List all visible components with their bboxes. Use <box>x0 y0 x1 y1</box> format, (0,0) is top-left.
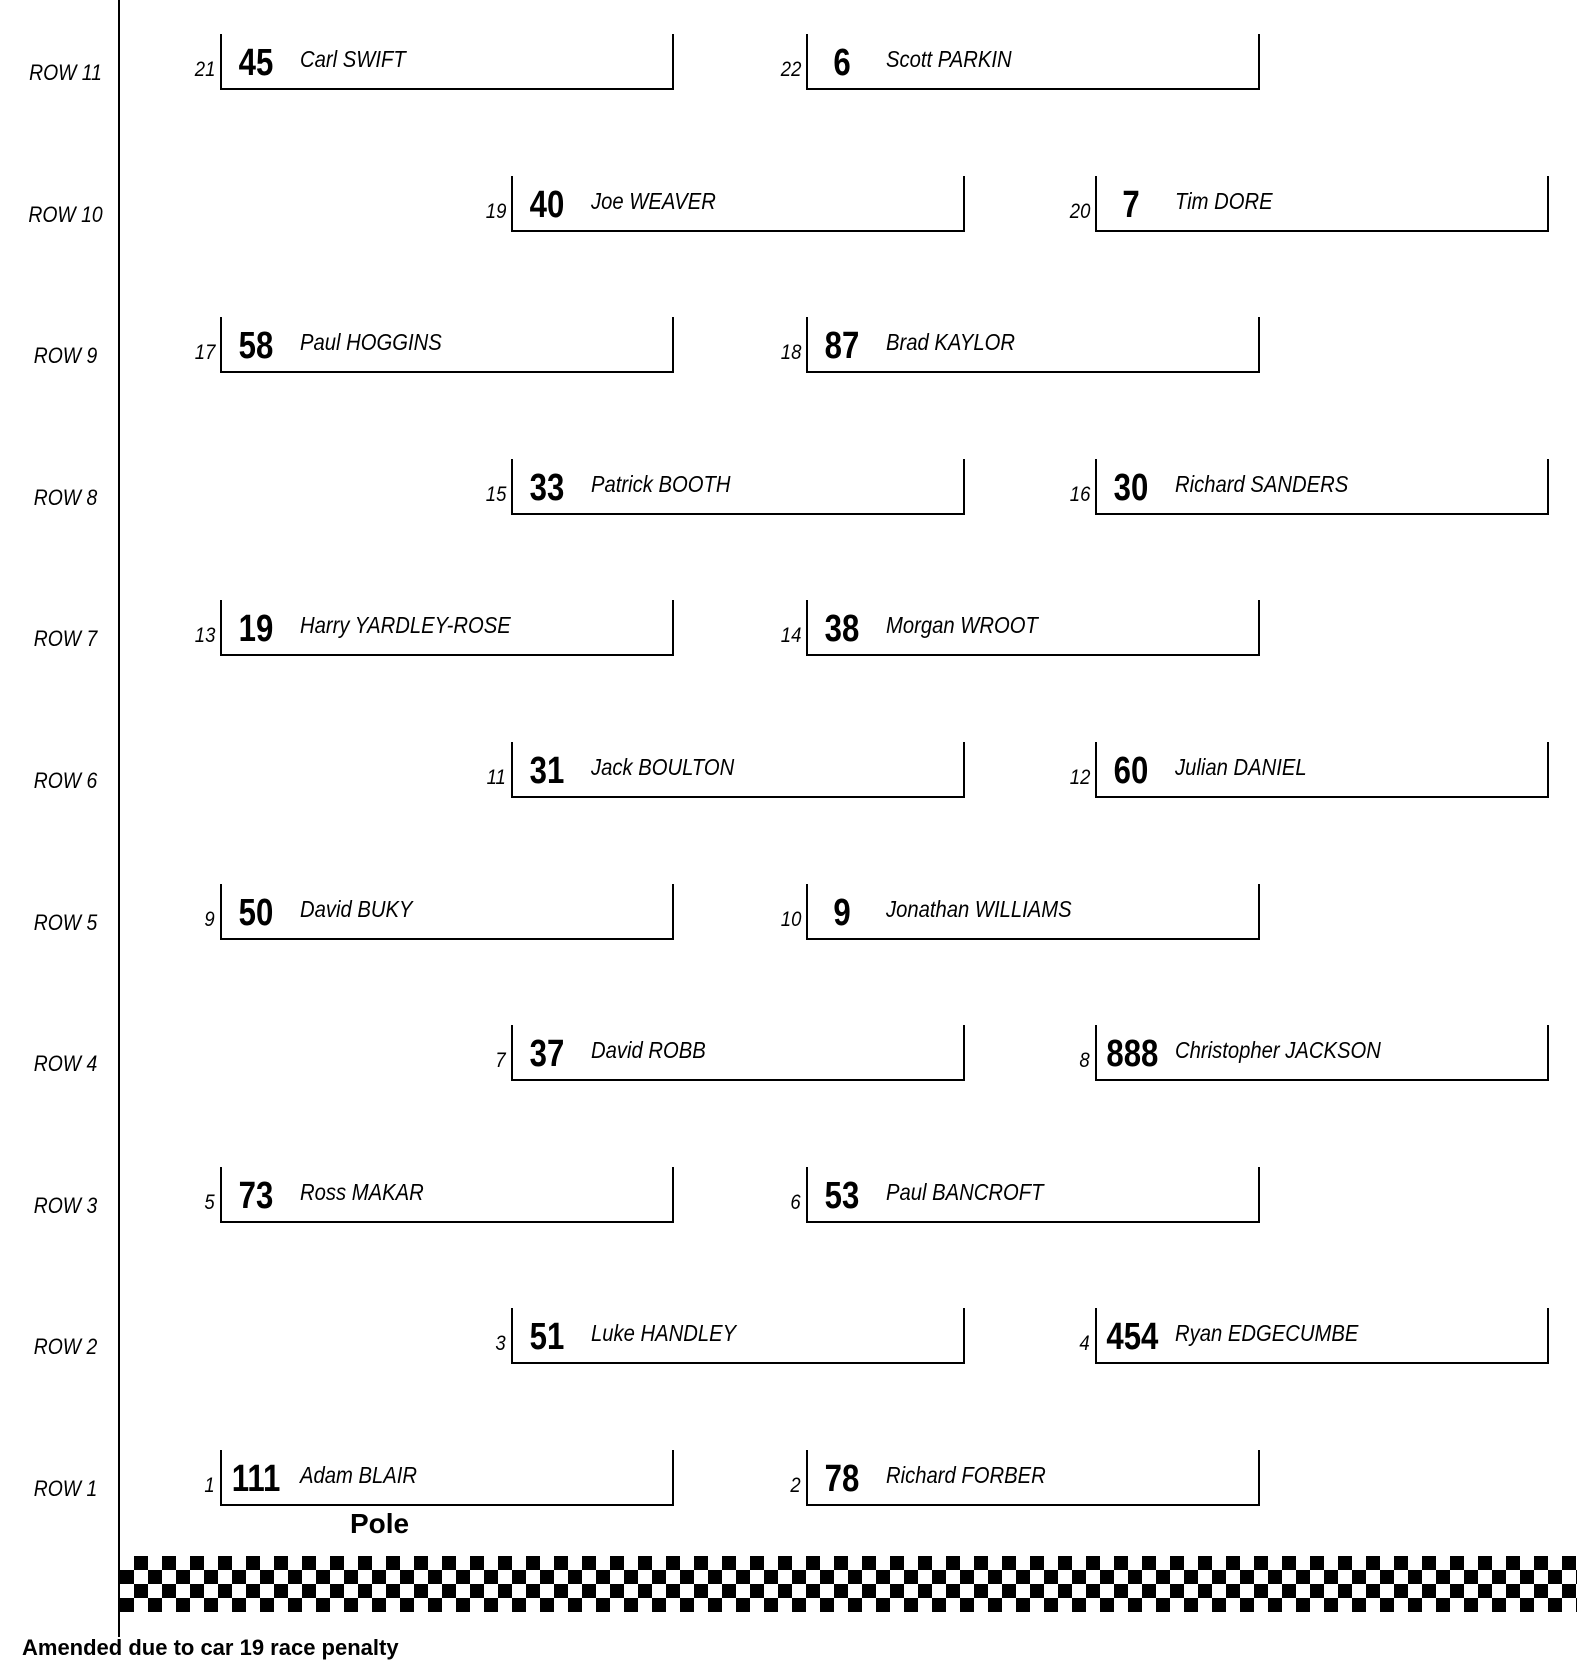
checkered-flag-strip <box>120 1556 1577 1612</box>
driver-name: Richard SANDERS <box>1175 471 1349 497</box>
grid-position: 22 <box>780 58 801 81</box>
row-label: ROW 5 <box>33 910 98 935</box>
grid-position: 8 <box>1079 1049 1090 1072</box>
grid-position: 7 <box>495 1049 506 1072</box>
car-number: 38 <box>824 608 860 650</box>
grid-slot <box>486 742 963 798</box>
amendment-note: Amended due to car 19 race penalty <box>22 1635 399 1660</box>
grid-position: 3 <box>495 1332 506 1355</box>
pole-label: Pole <box>350 1508 410 1539</box>
grid-position: 5 <box>204 1191 215 1214</box>
car-number: 51 <box>529 1316 565 1358</box>
driver-name: Richard FORBER <box>886 1462 1046 1488</box>
grid-position: 10 <box>780 908 801 931</box>
grid-position: 11 <box>486 766 506 789</box>
driver-name: Morgan WROOT <box>886 612 1038 638</box>
grid-position: 20 <box>1069 200 1090 223</box>
car-number: 37 <box>529 1033 565 1075</box>
grid-position: 4 <box>1079 1332 1090 1355</box>
row-label: ROW 11 <box>29 60 102 85</box>
grid-slot <box>1079 1025 1547 1081</box>
row-label: ROW 9 <box>33 343 98 368</box>
slot-box <box>220 1167 674 1223</box>
car-number: 40 <box>529 184 565 226</box>
driver-name: Tim DORE <box>1175 188 1273 214</box>
grid-slot <box>485 459 963 515</box>
driver-name: David BUKY <box>300 896 413 922</box>
grid-slot <box>790 1167 1258 1223</box>
car-number: 7 <box>1122 184 1140 226</box>
grid-slot <box>194 600 672 656</box>
grid-position: 2 <box>790 1474 801 1497</box>
grid-slot <box>780 317 1258 373</box>
slot-box <box>220 1450 674 1506</box>
driver-name: Adam BLAIR <box>300 1462 417 1488</box>
row-label: ROW 10 <box>28 202 103 227</box>
car-number: 888 <box>1106 1033 1159 1075</box>
slot-box <box>1095 742 1549 798</box>
grid-position: 15 <box>485 483 506 506</box>
slot-box <box>220 884 674 940</box>
grid-slot <box>1069 459 1547 515</box>
row-label: ROW 3 <box>33 1193 98 1218</box>
slot-box <box>220 317 674 373</box>
grid-position: 16 <box>1069 483 1090 506</box>
grid-position: 9 <box>204 908 215 931</box>
car-number: 53 <box>824 1175 860 1217</box>
grid-position: 17 <box>194 341 215 364</box>
slot-box <box>1095 176 1549 232</box>
slot-box <box>511 742 965 798</box>
row-label: ROW 2 <box>33 1334 98 1359</box>
car-number: 9 <box>833 892 851 934</box>
driver-name: Paul BANCROFT <box>886 1179 1044 1205</box>
grid-slot <box>790 1450 1258 1506</box>
driver-name: Harry YARDLEY-ROSE <box>300 612 511 638</box>
car-number: 60 <box>1113 750 1149 792</box>
row-label: ROW 8 <box>33 485 98 510</box>
car-number: 58 <box>238 325 274 367</box>
row-label: ROW 6 <box>33 768 98 793</box>
slot-box <box>220 34 674 90</box>
slot-box <box>806 34 1260 90</box>
driver-name: Luke HANDLEY <box>591 1320 737 1346</box>
car-number: 111 <box>231 1458 281 1500</box>
car-number: 50 <box>238 892 274 934</box>
driver-name: Carl SWIFT <box>300 46 406 72</box>
grid-slot <box>194 34 672 90</box>
car-number: 45 <box>238 42 274 84</box>
driver-name: David ROBB <box>591 1037 706 1063</box>
grid-position: 19 <box>485 200 506 223</box>
grid-slot <box>485 176 963 232</box>
driver-name: Scott PARKIN <box>886 46 1012 72</box>
grid-position: 1 <box>204 1474 215 1497</box>
grid-slot <box>780 34 1258 90</box>
grid-position: 18 <box>780 341 801 364</box>
driver-name: Paul HOGGINS <box>300 329 442 355</box>
driver-name: Jonathan WILLIAMS <box>886 896 1072 922</box>
slot-box <box>511 1308 965 1364</box>
grid-slot <box>780 600 1258 656</box>
grid-slot <box>780 884 1258 940</box>
grid-position: 12 <box>1069 766 1090 789</box>
driver-name: Christopher JACKSON <box>1175 1037 1381 1063</box>
grid-slot <box>204 884 672 940</box>
grid-slot <box>1079 1308 1547 1364</box>
grid-slot <box>1069 176 1547 232</box>
car-number: 19 <box>238 608 274 650</box>
grid-position: 6 <box>790 1191 801 1214</box>
grid-slot <box>495 1025 963 1081</box>
slot-box <box>511 176 965 232</box>
car-number: 78 <box>824 1458 860 1500</box>
car-number: 30 <box>1113 467 1149 509</box>
driver-name: Ryan EDGECUMBE <box>1175 1320 1359 1346</box>
slot-box <box>806 317 1260 373</box>
car-number: 87 <box>824 325 860 367</box>
row-label: ROW 4 <box>33 1051 98 1076</box>
car-number: 31 <box>529 750 565 792</box>
grid-slot <box>495 1308 963 1364</box>
car-number: 73 <box>238 1175 274 1217</box>
row-label: ROW 7 <box>33 626 98 651</box>
driver-name: Ross MAKAR <box>300 1179 424 1205</box>
car-number: 6 <box>833 42 851 84</box>
grid-position: 14 <box>780 624 801 647</box>
driver-name: Brad KAYLOR <box>886 329 1016 355</box>
grid-position: 21 <box>194 58 215 81</box>
grid-slot <box>194 317 672 373</box>
grid-vertical-line <box>118 0 120 1637</box>
slot-box <box>511 459 965 515</box>
driver-name: Joe WEAVER <box>591 188 716 214</box>
row-label: ROW 1 <box>33 1476 98 1501</box>
grid-slot <box>204 1450 672 1506</box>
driver-name: Jack BOULTON <box>591 754 735 780</box>
grid-slot <box>1069 742 1547 798</box>
grid-slot <box>204 1167 672 1223</box>
grid-position: 13 <box>194 624 215 647</box>
slot-box <box>511 1025 965 1081</box>
driver-name: Julian DANIEL <box>1175 754 1307 780</box>
car-number: 33 <box>529 467 565 509</box>
car-number: 454 <box>1106 1316 1159 1358</box>
driver-name: Patrick BOOTH <box>591 471 731 497</box>
